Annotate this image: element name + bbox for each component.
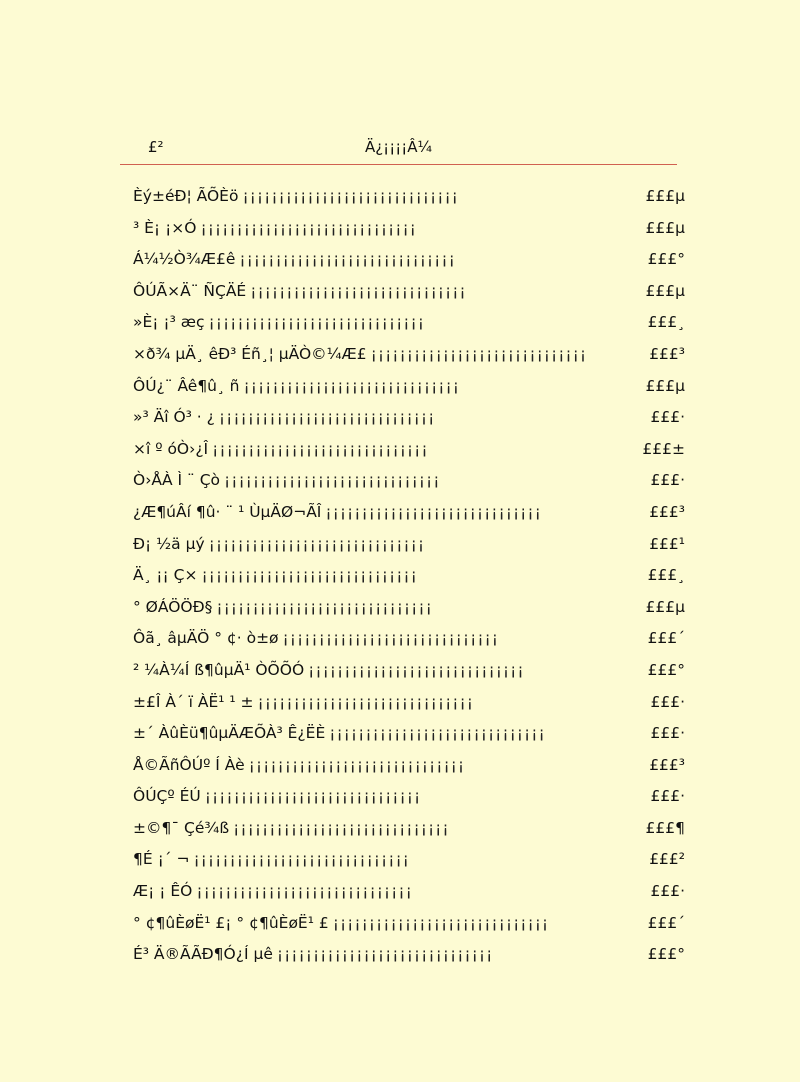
dot-leader: ¡¡¡¡¡¡¡¡¡¡¡¡¡¡¡¡¡¡¡¡¡¡¡¡¡¡¡¡¡¡ [216, 597, 433, 616]
toc-entry [133, 690, 685, 722]
toc-entry [133, 847, 685, 879]
toc-entry-page: £££° [647, 250, 685, 269]
dot-leader: ¡¡¡¡¡¡¡¡¡¡¡¡¡¡¡¡¡¡¡¡¡¡¡¡¡¡¡¡¡¡ [329, 724, 546, 743]
toc-entry-title: ¿Æ¶úÂí ¶û· ¨ ¹ ÙµÄØ¬ÃÎ [133, 502, 322, 521]
dot-leader: ¡¡¡¡¡¡¡¡¡¡¡¡¡¡¡¡¡¡¡¡¡¡¡¡¡¡¡¡¡¡ [224, 471, 441, 490]
header-rule [120, 164, 677, 165]
dot-leader: ¡¡¡¡¡¡¡¡¡¡¡¡¡¡¡¡¡¡¡¡¡¡¡¡¡¡¡¡¡¡ [370, 344, 588, 363]
toc-entry-page: £££° [647, 945, 685, 964]
toc-entry-page: £££µ [645, 376, 685, 395]
toc-entry [133, 279, 685, 311]
toc-entry-page: £££µ [645, 281, 685, 300]
toc-entry [133, 342, 685, 374]
toc-entry-page: £££¹ [649, 534, 685, 553]
toc-entry-page: £££¸ [647, 313, 685, 332]
toc-entry [133, 310, 685, 342]
dot-leader: ¡¡¡¡¡¡¡¡¡¡¡¡¡¡¡¡¡¡¡¡¡¡¡¡¡¡¡¡¡¡ [242, 187, 459, 205]
toc-entry-page: £££· [650, 724, 685, 743]
toc-entry-page: £££¸ [647, 566, 685, 585]
toc-entry [133, 532, 685, 564]
toc-entry-title: Å©ÃñÔÚº Í Àè [133, 755, 245, 774]
toc-entry [133, 879, 685, 911]
dot-leader: ¡¡¡¡¡¡¡¡¡¡¡¡¡¡¡¡¡¡¡¡¡¡¡¡¡¡¡¡¡¡ [200, 218, 417, 237]
dot-leader: ¡¡¡¡¡¡¡¡¡¡¡¡¡¡¡¡¡¡¡¡¡¡¡¡¡¡¡¡¡¡ [196, 882, 413, 901]
toc-entry [133, 942, 685, 974]
toc-entry-title: Ð¡ ½ä µý [133, 534, 205, 553]
toc-entry-page: £££· [650, 408, 685, 427]
toc-entry-page: £££³ [649, 502, 685, 521]
dot-leader: ¡¡¡¡¡¡¡¡¡¡¡¡¡¡¡¡¡¡¡¡¡¡¡¡¡¡¡¡¡¡ [250, 281, 467, 300]
toc-entry-page: £££µ [645, 218, 685, 237]
toc-entry-title: »È¡ ¡³ æç [133, 313, 205, 332]
toc-entry-title: ±©¶¯ Çé¾ß [133, 818, 230, 837]
toc-entry [133, 437, 685, 469]
toc-entry-title: ³ È¡ ¡×Ó [133, 218, 197, 237]
toc-entry-page: £££µ [645, 597, 685, 616]
toc-entry-title: ÔÚÃ×Ä¨ ÑÇÄÉ [133, 281, 247, 300]
toc-entry [133, 721, 685, 753]
toc-entry-title: ÔÚ¿¨ Âê¶û¸ ñ [133, 376, 240, 395]
toc-entry [133, 468, 685, 500]
toc-entry-page: £££´ [647, 629, 685, 648]
toc-entry [133, 184, 685, 216]
dot-leader: ¡¡¡¡¡¡¡¡¡¡¡¡¡¡¡¡¡¡¡¡¡¡¡¡¡¡¡¡¡¡ [257, 692, 474, 711]
toc-entry [133, 405, 685, 437]
dot-leader: ¡¡¡¡¡¡¡¡¡¡¡¡¡¡¡¡¡¡¡¡¡¡¡¡¡¡¡¡¡¡ [239, 250, 456, 269]
dot-leader: ¡¡¡¡¡¡¡¡¡¡¡¡¡¡¡¡¡¡¡¡¡¡¡¡¡¡¡¡¡¡ [276, 945, 494, 964]
dot-leader: ¡¡¡¡¡¡¡¡¡¡¡¡¡¡¡¡¡¡¡¡¡¡¡¡¡¡¡¡¡¡ [233, 818, 450, 837]
dot-leader: ¡¡¡¡¡¡¡¡¡¡¡¡¡¡¡¡¡¡¡¡¡¡¡¡¡¡¡¡¡¡ [201, 566, 418, 585]
toc-entry-title: ±£Î À´ ï ÀË¹ ¹ ± [133, 692, 254, 711]
toc-entry-page: £££± [642, 439, 685, 458]
toc-entry-page: £££· [650, 882, 685, 901]
dot-leader: ¡¡¡¡¡¡¡¡¡¡¡¡¡¡¡¡¡¡¡¡¡¡¡¡¡¡¡¡¡¡ [325, 502, 542, 521]
dot-leader: ¡¡¡¡¡¡¡¡¡¡¡¡¡¡¡¡¡¡¡¡¡¡¡¡¡¡¡¡¡¡ [218, 408, 436, 427]
dot-leader: ¡¡¡¡¡¡¡¡¡¡¡¡¡¡¡¡¡¡¡¡¡¡¡¡¡¡¡¡¡¡ [204, 787, 422, 806]
toc-entry-title: ¶É ¡´ ¬ [133, 850, 190, 869]
toc-entry [133, 563, 685, 595]
dot-leader: ¡¡¡¡¡¡¡¡¡¡¡¡¡¡¡¡¡¡¡¡¡¡¡¡¡¡¡¡¡¡ [282, 629, 499, 648]
dot-leader: ¡¡¡¡¡¡¡¡¡¡¡¡¡¡¡¡¡¡¡¡¡¡¡¡¡¡¡¡¡¡ [212, 439, 429, 458]
toc-entry-title: ÔÚÇº ÉÚ [133, 787, 201, 806]
toc-entry [133, 658, 685, 690]
table-of-contents [133, 184, 685, 974]
toc-entry-page: £££· [650, 787, 685, 806]
toc-entry [133, 911, 685, 943]
toc-entry-title: Èý±éÐ¦ ÃÕÈö [133, 187, 239, 205]
dot-leader: ¡¡¡¡¡¡¡¡¡¡¡¡¡¡¡¡¡¡¡¡¡¡¡¡¡¡¡¡¡¡ [332, 913, 550, 932]
toc-entry [133, 784, 685, 816]
toc-entry-title: Ôã¸ âµÄÖ ° ¢· ò±ø [133, 629, 279, 648]
toc-entry [133, 500, 685, 532]
toc-entry-page: £££³ [649, 755, 685, 774]
toc-entry-title: ° ØÁÖÖÐ§ [133, 597, 213, 616]
toc-entry [133, 595, 685, 627]
dot-leader: ¡¡¡¡¡¡¡¡¡¡¡¡¡¡¡¡¡¡¡¡¡¡¡¡¡¡¡¡¡¡ [208, 313, 425, 332]
toc-entry-page: £££· [650, 692, 685, 711]
toc-entry-title: ×î º óÒ›¿Î [133, 439, 209, 458]
toc-entry-page: £££° [647, 660, 685, 679]
running-title: Ä¿¡¡¡¡Â¼ [364, 138, 433, 156]
toc-entry-title: Æ¡ ¡ ÊÓ [133, 882, 193, 901]
toc-entry-title: Ä¸ ¡¡ Ç× [133, 566, 198, 585]
toc-entry-page: £££² [649, 850, 685, 869]
dot-leader: ¡¡¡¡¡¡¡¡¡¡¡¡¡¡¡¡¡¡¡¡¡¡¡¡¡¡¡¡¡¡ [248, 755, 466, 774]
toc-entry-page: £££¶ [645, 818, 685, 837]
page-number: £² [148, 138, 164, 156]
dot-leader: ¡¡¡¡¡¡¡¡¡¡¡¡¡¡¡¡¡¡¡¡¡¡¡¡¡¡¡¡¡¡ [193, 850, 410, 869]
toc-entry [133, 374, 685, 406]
toc-entry-title: É³ Ä®ÃÃÐ¶Ó¿Í µê [133, 945, 273, 964]
dot-leader: ¡¡¡¡¡¡¡¡¡¡¡¡¡¡¡¡¡¡¡¡¡¡¡¡¡¡¡¡¡¡ [208, 534, 426, 553]
toc-entry-page: £££´ [647, 913, 685, 932]
toc-entry [133, 753, 685, 785]
toc-entry-page: £££µ [645, 187, 685, 205]
toc-entry [133, 247, 685, 279]
toc-entry-title: ±´ ÀûÈü¶ûµÄÆÕÀ³ Ê¿ËÈ [133, 724, 326, 743]
toc-entry [133, 816, 685, 848]
toc-entry [133, 216, 685, 248]
page-header [120, 136, 677, 160]
toc-entry [133, 626, 685, 658]
toc-entry-title: Ò›ÅÀ Ì ¨ Çò [133, 471, 221, 490]
toc-entry-page: £££³ [649, 344, 685, 363]
toc-entry-title: »³ Äî Ó³ · ¿ [133, 408, 215, 427]
toc-entry-title: ×ð¾ µÄ¸ êÐ³ Éñ¸¦ µÄÒ©¼Æ£ [133, 344, 367, 363]
toc-entry-title: ² ¼À¼Í ß¶ûµÄ¹ ÒÕÕÓ [133, 660, 305, 679]
dot-leader: ¡¡¡¡¡¡¡¡¡¡¡¡¡¡¡¡¡¡¡¡¡¡¡¡¡¡¡¡¡¡ [308, 660, 525, 679]
dot-leader: ¡¡¡¡¡¡¡¡¡¡¡¡¡¡¡¡¡¡¡¡¡¡¡¡¡¡¡¡¡¡ [243, 376, 460, 395]
toc-entry-page: £££· [650, 471, 685, 490]
toc-entry-title: ° ¢¶ûÈøË¹ £¡ ° ¢¶ûÈøË¹ £ [133, 913, 329, 932]
toc-entry-title: Á¼½Ò¾Æ£ê [133, 250, 236, 269]
